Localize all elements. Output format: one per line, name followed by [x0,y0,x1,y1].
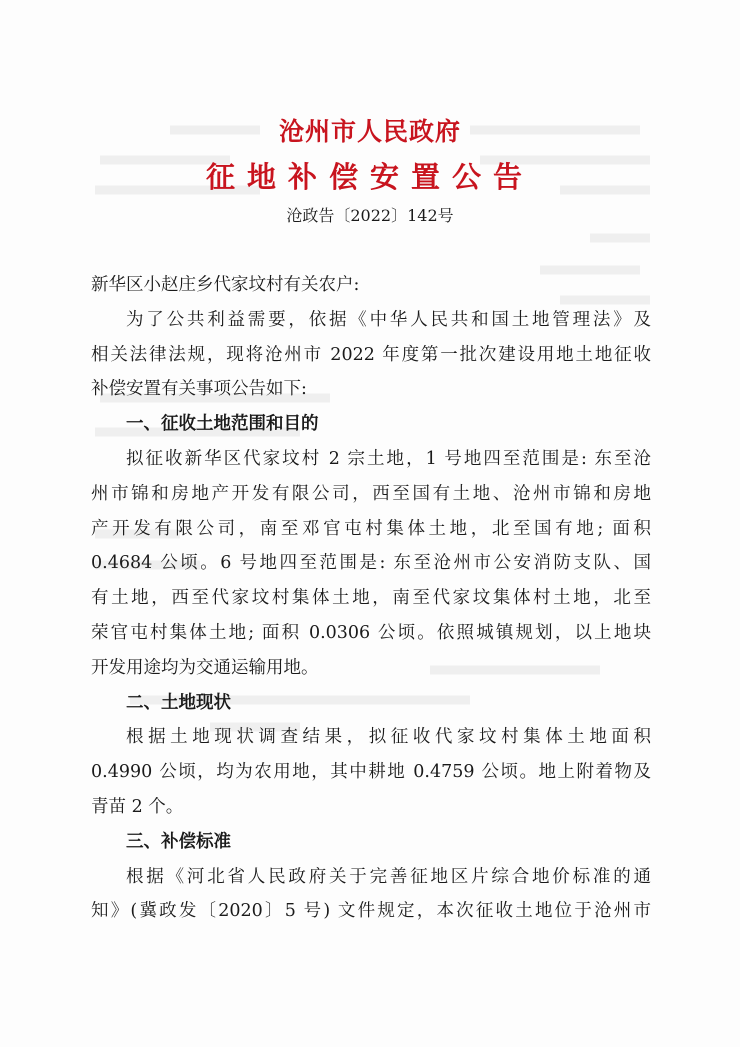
document-title: 征地补偿安置公告 [205,160,534,194]
section-heading-status: 二、土地现状 [126,692,231,713]
paragraph-line: 相关法律法规，现将沧州市 2022 年度第一批次建设用地土地征收 [91,344,651,365]
paragraph-line: 补偿安置有关事项公告如下: [91,379,307,400]
section-heading-scope: 一、征收土地范围和目的 [126,414,319,435]
paragraph-line: 拟征收新华区代家坟村 2 宗土地，1 号地四至范围是: 东至沧 [126,448,651,469]
paragraph-line: 知》(冀政发〔2020〕5 号) 文件规定，本次征收土地位于沧州市 [91,901,651,922]
document-body [91,268,651,929]
paragraph-line: 开发用途均为交通运输用地。 [91,657,319,678]
paragraph-line: 州市锦和房地产开发有限公司，西至国有土地、沧州市锦和房地 [91,483,651,504]
addressee: 新华区小赵庄乡代家坟村有关农户: [91,275,360,295]
paragraph-line: 产开发有限公司，南至邓官屯村集体土地，北至国有地; 面积 [91,518,651,539]
issuing-authority: 沧州市人民政府 [278,117,461,146]
document-number: 沧政告〔2022〕142号 [286,206,454,225]
paragraph-line: 根据土地现状调查结果，拟征收代家坟村集体土地面积 [126,727,651,748]
section-heading-compensation: 三、补偿标准 [126,831,231,852]
paragraph-line: 0.4684 公顷。6 号地四至范围是: 东至沧州市公安消防支队、国 [91,553,651,574]
paragraph-line: 0.4990 公顷，均为农用地，其中耕地 0.4759 公顷。地上附着物及 [91,762,651,783]
paragraph-line: 为了公共利益需要，依据《中华人民共和国土地管理法》及 [126,309,651,330]
paragraph-line: 根据《河北省人民政府关于完善征地区片综合地价标准的通 [126,866,651,887]
paragraph-line: 荣官屯村集体土地; 面积 0.0306 公顷。依照城镇规划，以上地块 [91,622,651,643]
paragraph-line: 青苗 2 个。 [91,796,184,817]
paragraph-line: 有土地，西至代家坟村集体土地，南至代家坟集体村土地，北至 [91,588,651,609]
